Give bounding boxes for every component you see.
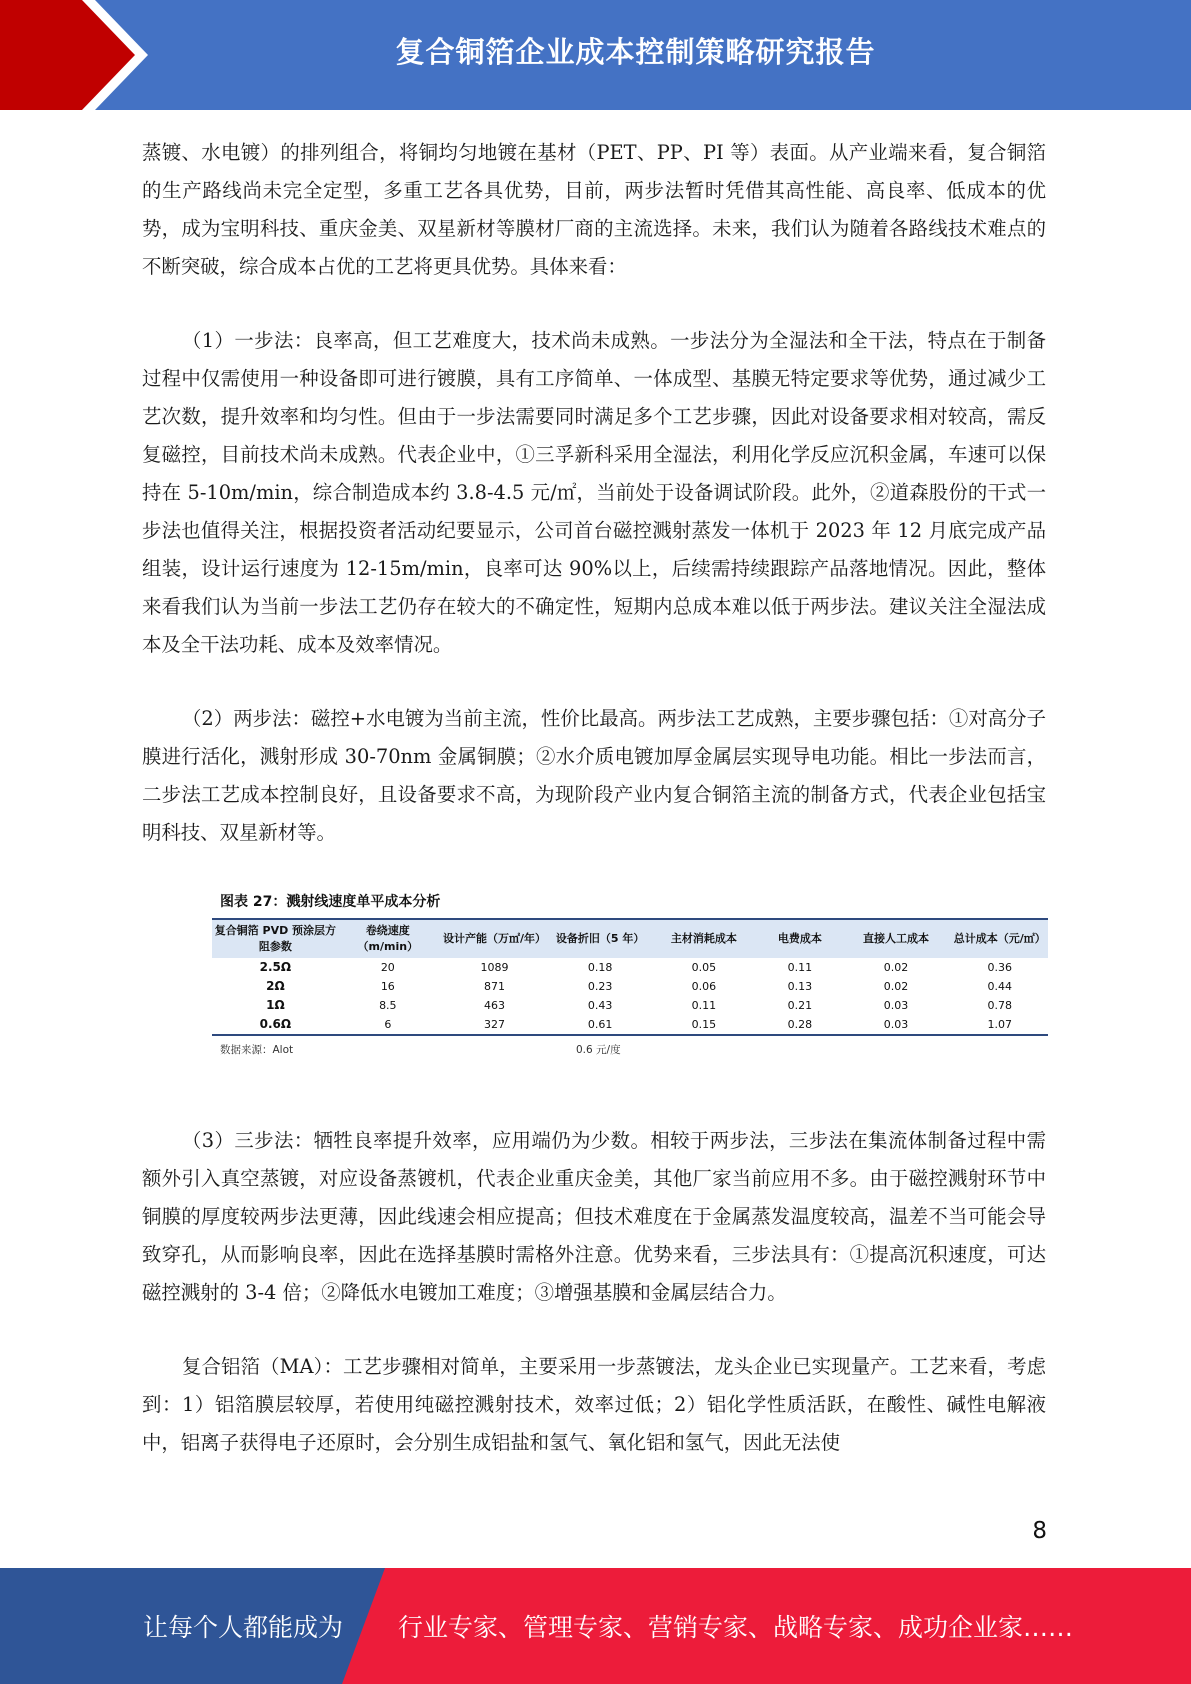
table-cell: 0.43 [587,999,613,1012]
table-cell: 16 [380,980,395,993]
table-cell: 0.02 [883,961,909,974]
footer-slogan-right: 行业专家、管理专家、营销专家、战略专家、成功企业家…… [398,1613,1074,1642]
page-header [0,0,1191,110]
table-cell: 0.15 [691,1018,717,1031]
paragraph-intro: 蒸镀、水电镀）的排列组合，将铜均匀地镀在基材（PET、PP、PI 等）表面。从产业端来看，复合铜箔的生产路线尚未完全定型，多重工艺各具优势，目前，两步法暂时凭借其高性能、高良率、低成本的优势，成为宝明科技、重庆金美、双星新材等膜材厂商的主流选择。未来，我们认为随着各路线技术难点的不断突破，综合成本占优的工艺将更具优势。具体来看： [142,141,1046,278]
table-cell: 871 [483,980,505,993]
table-cell: 0.23 [587,980,613,993]
page-number: 8 [1032,1518,1047,1544]
cost-table [212,918,1048,1036]
table-cell: 8.5 [379,999,397,1012]
table-cell: 0.78 [987,999,1013,1012]
table-header-cell: 卷绕速度（m/min） [339,919,437,958]
figure-note: 0.6 元/度 [576,1044,621,1056]
body-content [142,134,1046,852]
footer-slogan-left: 让每个人都能成为 [143,1613,344,1642]
table-cell: 327 [483,1018,505,1031]
table-cell: 0.03 [883,1018,909,1031]
table-cell: 0.18 [587,961,613,974]
table-cell: 0.44 [987,980,1013,993]
table-cell: 1089 [480,961,509,974]
table-header-cell: 直接人工成本 [840,919,951,958]
table-cell: 0.6Ω [259,1017,292,1031]
table-cell: 0.61 [587,1018,613,1031]
paragraph-aluminum-foil: 复合铝箔（MA）：工艺步骤相对简单，主要采用一步蒸镀法，龙头企业已实现量产。工艺来看，考虑到：1）铝箔膜层较厚，若使用纯磁控溅射技术，效率过低；2）铝化学性质活跃，在酸性、碱性电解液中，铝离子获得电子还原时，会分别生成铝盐和氢气、氧化铝和氢气，因此无法使 [142,1355,1046,1454]
paragraph-one-step: （1）一步法：良率高，但工艺难度大，技术尚未成熟。一步法分为全湿法和全干法，特点在于制备过程中仅需使用一种设备即可进行镀膜，具有工序简单、一体成型、基膜无特定要求等优势，通过减少工艺次数，提升效率和均匀性。但由于一步法需要同时满足多个工艺步骤，因此对设备要求相对较高，需反复磁控，目前技术尚未成熟。代表企业中，①三孚新科采用全湿法，利用化学反应沉积金属，车速可以保持在 5-10m/min，综合制造成本约 3.8-4.5 元/㎡，当前处于设备调试阶段。此外，②道森股份的干式一步法也值得关注，根据投资者活动纪要显示，公司首台磁控溅射蒸发一体机于 2023 年 12 月底完成产品组装，设计运行速度为 12-15m/min，良率可达 90%以上，后续需持续跟踪产品落地情况。因此，整体来看我们认为当前一步法工艺仍存在较大的不确定性，短期内总成本难以低于两步法。建议关注全湿法成本及全干法功耗、成本及效率情况。 [142,329,1046,656]
table-cell: 0.05 [691,961,717,974]
table-header-cell: 总计成本（元/㎡） [952,919,1048,958]
table-header-cell: 电费成本 [759,919,840,958]
report-title: 复合铜箔企业成本控制策略研究报告 [395,34,876,69]
table-header-cell: 设备折旧（5 年） [552,919,648,958]
table-header-cell: 设计产能（万㎡/年） [437,919,552,958]
table-cell: 0.21 [787,999,813,1012]
paragraph-three-step: （3）三步法：牺牲良率提升效率，应用端仍为少数。相较于两步法，三步法在集流体制备过程中需额外引入真空蒸镀，对应设备蒸镀机，代表企业重庆金美，其他厂家当前应用不多。由于磁控溅射环节中铜膜的厚度较两步法更薄，因此线速会相应提高；但技术难度在于金属蒸发温度较高，温差不当可能会导致穿孔，从而影响良率，因此在选择基膜时需格外注意。优势来看，三步法具有：①提高沉积速度，可达磁控溅射的 3-4 倍；②降低水电镀加工难度；③增强基膜和金属层结合力。 [142,1129,1046,1304]
table-cell: 1.07 [987,1018,1013,1031]
body-content-lower [142,1122,1046,1462]
table-row [212,1015,1048,1035]
page-footer [0,1568,1191,1684]
table-header-cell: 主材消耗成本 [648,919,759,958]
figure-source: 数据来源：Alot [220,1044,294,1056]
table-cell: 0.28 [787,1018,813,1031]
table-header-row [212,919,1048,958]
table-cell: 0.11 [691,999,717,1012]
cost-table-figure [212,892,1048,1062]
table-cell: 0.13 [787,980,813,993]
table-header-cell: 复合铜箔 PVD 预涂层方阻参数 [212,919,339,958]
table-cell: 463 [483,999,505,1012]
table-row [212,996,1048,1015]
header-arrow-icon [0,0,160,110]
figure-footer [212,1040,1048,1062]
figure-title: 图表 27：溅射线速度单平成本分析 [220,894,441,910]
table-cell: 2.5Ω [259,960,292,974]
table-cell: 0.06 [691,980,717,993]
table-cell: 20 [380,961,395,974]
table-cell: 0.11 [787,961,813,974]
table-cell: 6 [384,1018,392,1031]
table-row [212,958,1048,977]
paragraph-two-step: （2）两步法：磁控+水电镀为当前主流，性价比最高。两步法工艺成熟，主要步骤包括：①对高分子膜进行活化，溅射形成 30-70nm 金属铜膜；②水介质电镀加厚金属层实现导电功能。相比一步法而言，二步法工艺成本控制良好，且设备要求不高，为现阶段产业内复合铜箔主流的制备方式，代表企业包括宝明科技、双星新材等。 [142,707,1046,844]
table-cell: 2Ω [266,979,285,993]
table-cell: 0.03 [883,999,909,1012]
table-cell: 0.36 [987,961,1013,974]
table-cell: 0.02 [883,980,909,993]
table-row [212,977,1048,996]
table-cell: 1Ω [266,998,285,1012]
